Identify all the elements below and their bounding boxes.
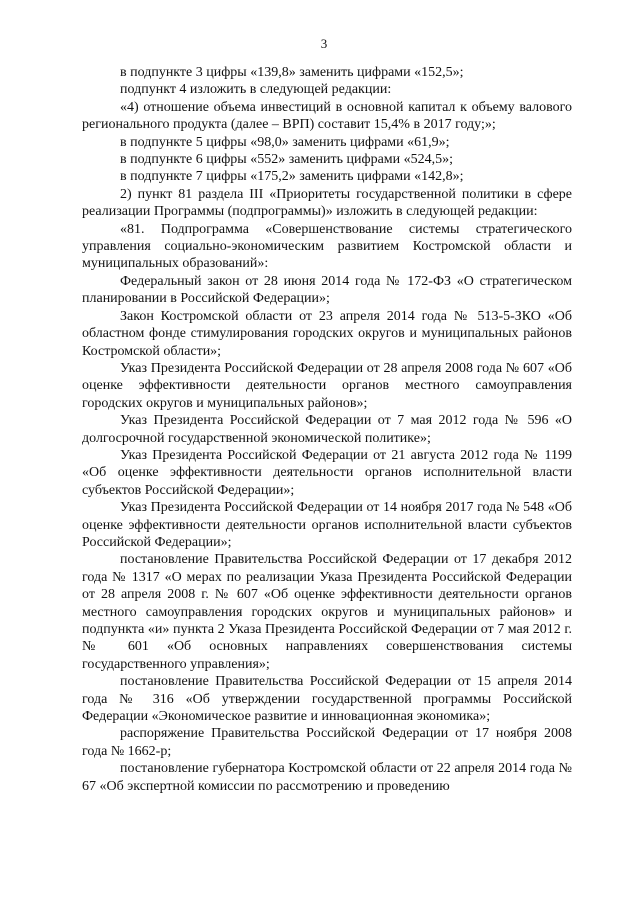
paragraph-subpoint-4-intro: подпункт 4 изложить в следующей редакции: [120, 82, 392, 98]
paragraph-subpoint-3: в подпункте 3 цифры «139,8» заменить цифрами «152,5»; [120, 65, 464, 80]
paragraph-subpoint-6: в подпункте 6 цифры «552» заменить цифрами «524,5»; [120, 152, 454, 168]
paragraph-decree-548: Указ Президента Российской Федерации от 14 ноября 2017 года № 548 «Об оценке эффективности деятельности органов исполнительной власти субъектов Российской Федерации»; [82, 500, 572, 550]
paragraph-regional-law: Закон Костромской области от 23 апреля 2014 года № 513-5-ЗКО «Об областном фонде стимулирования городских округов и муниципальных районов Костромской области»; [82, 308, 572, 359]
paragraph-subpoint-7: в подпункте 7 цифры «175,2» заменить цифрами «142,8»; [120, 169, 464, 185]
paragraph-subpoint-4-text: «4) отношение объема инвестиций в основной капитал к объему валового регионального продукта (далее – ВРП) составит 15,4% в 2017 году;»; [82, 99, 572, 133]
page-number: 3 [320, 36, 328, 51]
paragraph-resolution-316: постановление Правительства Российской Федерации от 15 апреля 2014 года № 316 «Об утверждении государственной программы Российской Федерации «Экономическое развитие и инновационная экономика»; [82, 674, 572, 725]
paragraph-decree-1199: Указ Президента Российской Федерации от 21 августа 2012 года № 1199 «Об оценке эффективности деятельности органов исполнительной власти субъектов Российской Федерации»; [82, 447, 572, 498]
paragraph-resolution-1317: постановление Правительства Российской Федерации от 17 декабря 2012 года № 1317 «О мерах по реализации Указа Президента Российской Федерации от 28 апреля 2008 г. № 607 «Об оценке эффективности деятельности органов местного самоуправления городских округов и муниципальных районов» и подпункта «и» пункта 2 Указа Президента Российской Федерации от 7 мая 2012 г. № 601 «Об основных направлениях совершенствования системы государственного управления»; [82, 552, 572, 672]
paragraph-item-2: 2) пункт 81 раздела III «Приоритеты государственной политики в сфере реализации Программы (подпрограммы)» изложить в следующей редакции: [82, 186, 572, 220]
paragraph-governor-resolution-67: постановление губернатора Костромской области от 22 апреля 2014 года № 67 «Об экспертной комиссии по рассмотрению и проведению [82, 761, 572, 794]
paragraph-subpoint-5: в подпункте 5 цифры «98,0» заменить цифрами «61,9»; [120, 134, 450, 150]
paragraph-order-1662: распоряжение Правительства Российской Федерации от 17 ноября 2008 года № 1662-р; [82, 726, 572, 759]
paragraph-decree-596: Указ Президента Российской Федерации от 7 мая 2012 года № 596 «О долгосрочной государственной экономической политике»; [82, 413, 572, 446]
paragraph-federal-law: Федеральный закон от 28 июня 2014 года № 172-ФЗ «О стратегическом планировании в Российской Федерации»; [82, 273, 572, 307]
paragraph-decree-607: Указ Президента Российской Федерации от 28 апреля 2008 года № 607 «Об оценке эффективности деятельности органов местного самоуправления городских округов и муниципальных районов»; [82, 360, 572, 411]
paragraph-item-81: «81. Подпрограмма «Совершенствование системы стратегического управления социально-экономическим развитием Костромской области и муниципальных образований»: [82, 221, 572, 272]
